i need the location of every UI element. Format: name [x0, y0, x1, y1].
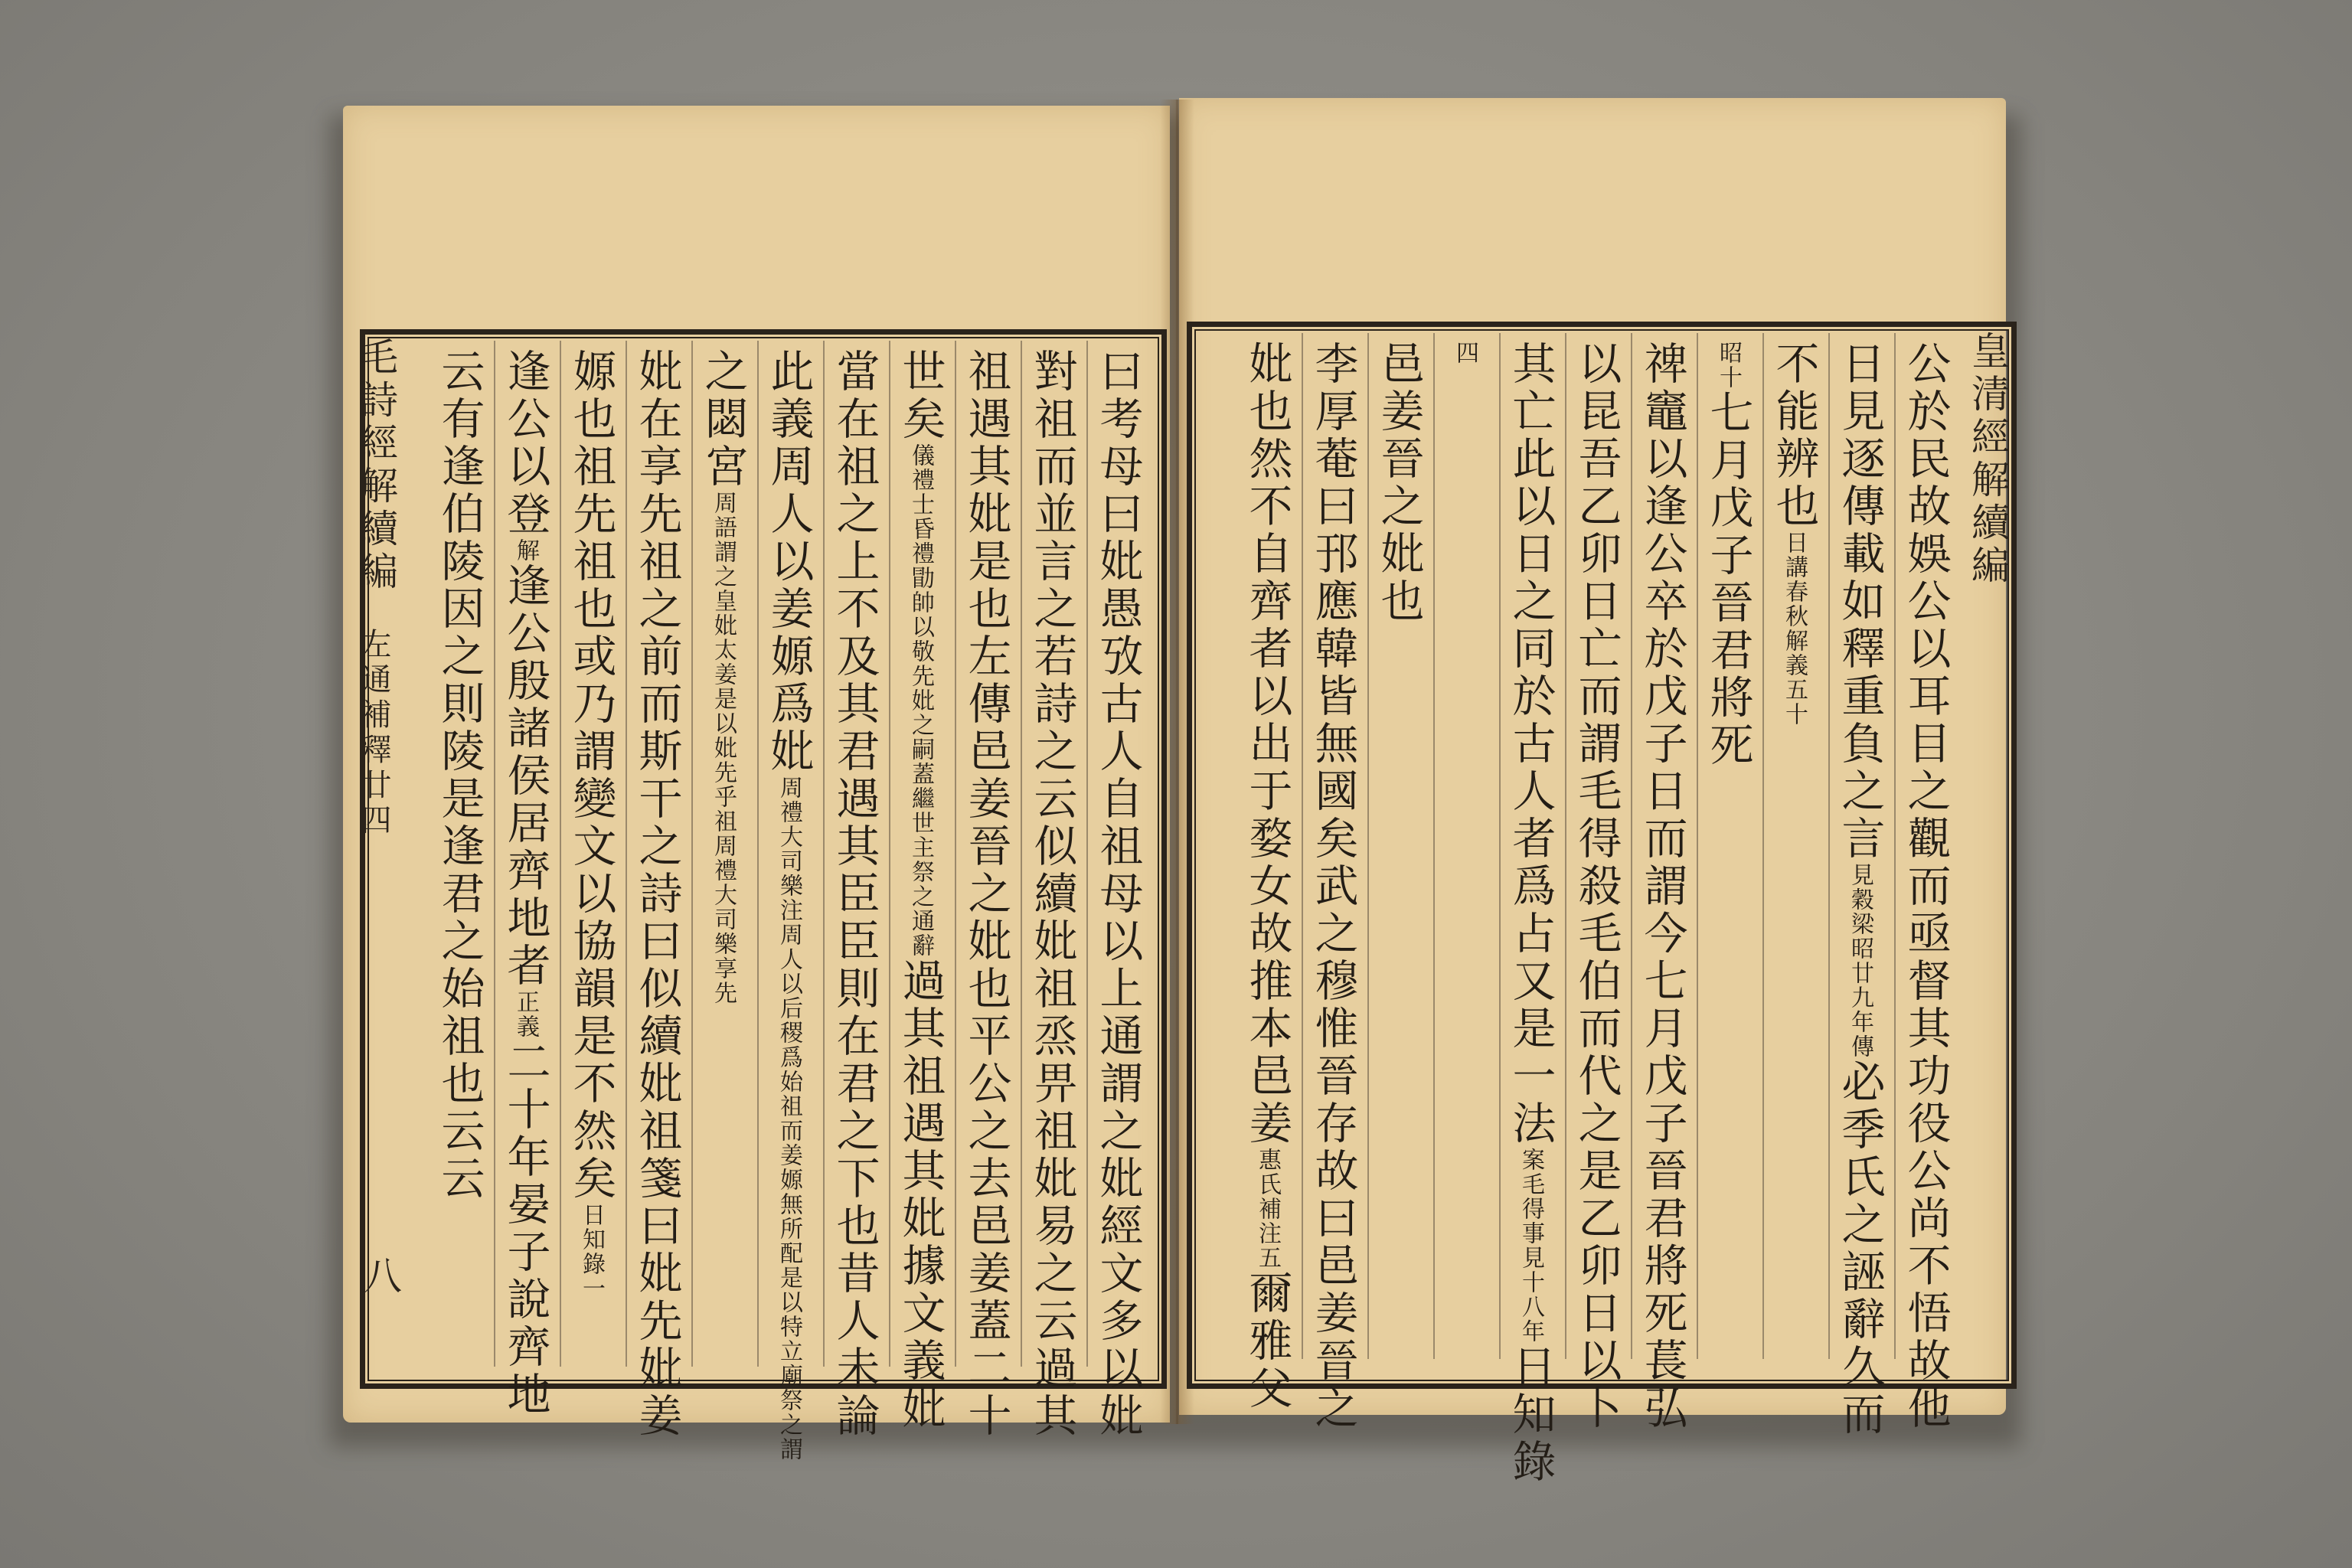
column-rule	[1697, 333, 1698, 1359]
text-column: 此義周人以姜嫄爲妣周禮大司樂注周人以后稷爲始祖而姜嫄無所配是以特立廟祭之謂	[763, 348, 814, 1462]
text-column: 妣也然不自齊者以出于婺女故推本邑姜惠氏補注五爾雅父	[1242, 341, 1292, 1413]
left-header-page: 八	[358, 1256, 402, 1298]
text-column: 當在祖之上不及其君遇其臣臣則在君之下也昔人未論	[829, 348, 880, 1440]
column-rule	[1499, 333, 1501, 1359]
text-column: 李厚菴曰邘應韓皆無國矣武之穆惟晉存故曰邑姜晉之	[1308, 341, 1358, 1432]
text-column: 世矣儀禮士昏禮勖帥以敬先妣之嗣蓋繼世主祭之通辭過其祖遇其妣據文義妣	[895, 348, 946, 1432]
text-column: 公於民故娛公以耳目之觀而亟督其功役公尚不悟故他	[1900, 341, 1951, 1432]
column-rule	[1302, 333, 1303, 1359]
text-column: 逢公以登解逢公殷諸侯居齊地者正義二十年晏子說齊地	[500, 348, 550, 1419]
text-column: 四	[1452, 341, 1478, 365]
column-rule	[626, 341, 627, 1367]
text-column: 禆竈以逢公卒於戊子日而謂今七月戊子晉君將死萇弘	[1637, 341, 1687, 1432]
text-column: 其亡此以日之同於古人者爲占又是一法案毛得事見十八年日知錄	[1505, 341, 1556, 1486]
text-column: 云有逢伯陵因之則陵是逢君之始祖也云云	[434, 348, 485, 1203]
column-rule	[1565, 333, 1566, 1359]
text-column: 之閟宮周語謂之皇妣太姜是以妣先乎祖周禮大司樂享先	[697, 348, 748, 1005]
column-rule	[1021, 341, 1022, 1367]
column-rule	[757, 341, 759, 1367]
text-column: 對祖而並言之若詩之云似續妣祖烝畀祖妣易之云過其	[1027, 348, 1077, 1440]
text-column: 不能辨也日講春秋解義五十	[1769, 341, 1819, 727]
column-rule	[1828, 333, 1830, 1359]
text-column: 以昆吾乙卯日亡而謂毛得殺毛伯而代之是乙卯日以卜	[1571, 341, 1622, 1432]
column-rule	[1433, 333, 1435, 1359]
column-rule	[823, 341, 825, 1367]
text-column: 曰考母曰妣愚攷古人自祖母以上通謂之妣經文多以妣	[1093, 348, 1143, 1440]
column-rule	[494, 341, 495, 1367]
column-rule	[1894, 333, 1896, 1359]
column-rule	[691, 341, 693, 1367]
text-column: 日見逐傳載如釋重負之言見穀梁昭廿九年傳必季氏之誣辭久而	[1834, 341, 1885, 1439]
left-header-chapter: 左通補釋廿四	[356, 628, 391, 839]
column-rule	[889, 341, 890, 1367]
right-header-title: 皇清經解續編	[1965, 331, 2010, 588]
column-rule	[1631, 333, 1632, 1359]
text-column: 邑姜晉之妣也	[1374, 341, 1424, 626]
column-rule	[560, 341, 561, 1367]
column-rule	[1762, 333, 1764, 1359]
text-column: 昭十七月戊子晉君將死	[1703, 341, 1753, 769]
left-header-title: 毛詩經解續編	[354, 337, 398, 594]
column-rule	[1367, 333, 1369, 1359]
text-column: 祖遇其妣是也左傳邑姜晉之妣也平公之去邑姜蓋二十	[961, 348, 1011, 1440]
text-column: 嫄也祖先祖也或乃謂變文以協韻是不然矣日知錄一	[566, 348, 616, 1301]
text-column: 妣在享先祖之前而斯干之詩曰似續妣祖箋曰妣先妣姜	[632, 348, 682, 1440]
column-rule	[955, 341, 956, 1367]
column-rule	[1086, 341, 1088, 1367]
